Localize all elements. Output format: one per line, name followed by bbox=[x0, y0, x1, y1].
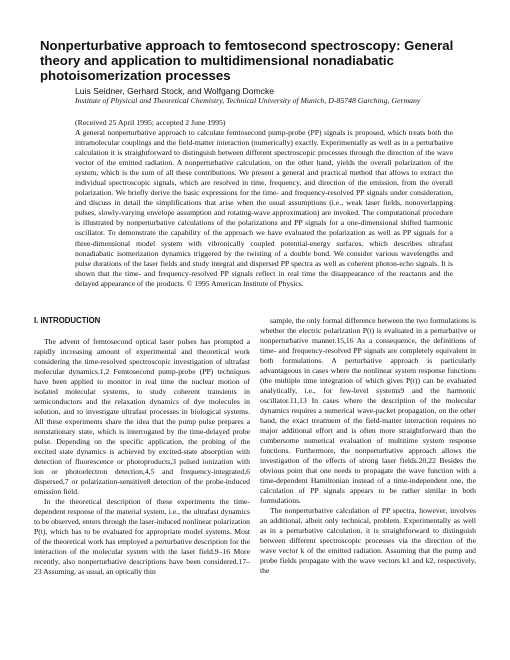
body-paragraph: In the theoretical description of these experiments the time-dependent response of the material system, i.e., the ultrafast dynamics to be observed, enters through the laser-induced nonlinear polarization P(t), which has to be evaluated for appropriate model systems. Most of the theoretical work has employed a perturbative description for the interaction of the molecular system with the laser field.9–16 More recently, also nonperturbative descriptions have been considered.17–23 Assuming, as usual, an optically thin bbox=[34, 497, 250, 577]
abstract: A general nonperturbative approach to calculate femtosecond pump-probe (PP) signals is proposed, which treats both the intramolecular couplings and the field-matter interaction (numerically) exactly. Experimentally as well as in a perturbative calculation it is straightforward to distinguish between different spectroscopic processes through the direction of the wave vector of the emitted radiation. A nonperturbative calculation, on the other hand, yields the overall polarization of the system, which is the sum of all these contributions. We present a general and practical method that allows to extract the individual spectroscopic signals, which are resolved in time, frequency, and direction of the emission, from the overall polarization. We briefly derive the basic expressions for the time- and frequency-resolved PP signals under consideration, and discuss in detail the simplifications that arise when the usual assumptions (i.e., weak laser fields, nonoverlapping pulses, slowly-varying envelope assumption and rotating-wave approximation) are invoked. The computational procedure is illustrated by nonperturbative calculations of the polarizations and PP signals for a one-dimensional shifted harmonic oscillator. To demonstrate the capability of the approach we have evaluated the polarization as well as PP signals for a three-dimensional model system with vibronically coupled potential-energy surfaces, which describes ultrafast nonadiabatic isomerization dynamics triggered by the twisting of a double bond. We consider various wavelengths and pulse durations of the laser fields and study integral and dispersed PP spectra as well as coherent photon-echo signals. It is shown that the time- and frequency-resolved PP signals reflect in real time the disappearance of the reactants and the delayed appearance of the products. © 1995 American Institute of Physics. bbox=[75, 128, 453, 288]
affiliation: Institute of Physical and Theoretical Chemistry, Technical University of Munich, D-85748 Garching, Germany bbox=[75, 96, 421, 105]
body-paragraph: The nonperturbative calculation of PP spectra, however, involves an additional, albeit only technical, problem. Experimentally as well as in a perturbative calculation, it is straightforward to distinguish between different spectroscopic processes via the direction of the wave vector k of the emitted radiation. Assuming that the pump and probe fields propagate with the wave vectors k1 and k2, respectively, the bbox=[260, 506, 476, 576]
paper-title: Nonperturbative approach to femtosecond spectroscopy: General theory and application to multidimensional nonadiabatic photoisomerization processes bbox=[40, 38, 454, 83]
right-column bbox=[260, 316, 476, 576]
body-paragraph: sample, the only formal difference between the two formulations is whether the electric polarization P(t) is evaluated in a perturbative or nonperturbative manner.15,16 As a consequence, the definitions of time- and frequency-resolved PP signals are completely equivalent in both formulations. A perturbative approach is particularly advantageous in cases where the nonlinear system response functions (the multiple time integration of which gives P(t)) can be evaluated analytically, i.e., for few-level systems9 and the harmonic oscillator.11,13 In cases where the description of the molecular dynamics requires a numerical wave-packet propagation, on the other hand, the exact treatment of the field-matter interaction requires no major additional effort and is often more straightforward than the cumbersome numerical evaluation of multitime system response functions. Furthermore, the nonperturbative approach allows the investigation of the effects of strong laser fields.20,22 Besides the obvious point that one needs to propagate the wave function with a time-dependent Hamiltonian instead of a time-independent one, the calculation of PP signals appears to be rather similar in both formulations. bbox=[260, 316, 476, 506]
left-column bbox=[34, 316, 250, 577]
section-heading: I. INTRODUCTION bbox=[34, 316, 101, 325]
received-date: (Received 25 April 1995; accepted 2 June 1995) bbox=[75, 118, 226, 127]
author-list: Luis Seidner, Gerhard Stock, and Wolfgang Domcke bbox=[75, 86, 275, 96]
body-paragraph: The advent of femtosecond optical laser pulses has prompted a rapidly increasing amount of experimental and theoretical work considering the time-resolved spectroscopic investigation of ultrafast molecular dynamics.1,2 Femtosecond pump-probe (PP) techniques have been applied to monitor in real time the nuclear motion of isolated molecular systems, to study coherent transients in semiconductors and the relaxation dynamics of dye molecules in solution, and to investigate ultrafast processes in biological systems. All these experiments share the idea that the pump pulse prepares a nonstationary state, which is interrogated by the time-delayed probe pulse. Depending on the specific application, the probing of the excited state dynamics is achieved by excited-state absorption with detection of fluorescence or photoproducts,3 pulsed ionization with ion or photoelectron detection,4,5 and frequency-integrated,6 dispersed,7 or polarization-sensitive8 detection of the probe-induced emission field. bbox=[34, 337, 250, 497]
